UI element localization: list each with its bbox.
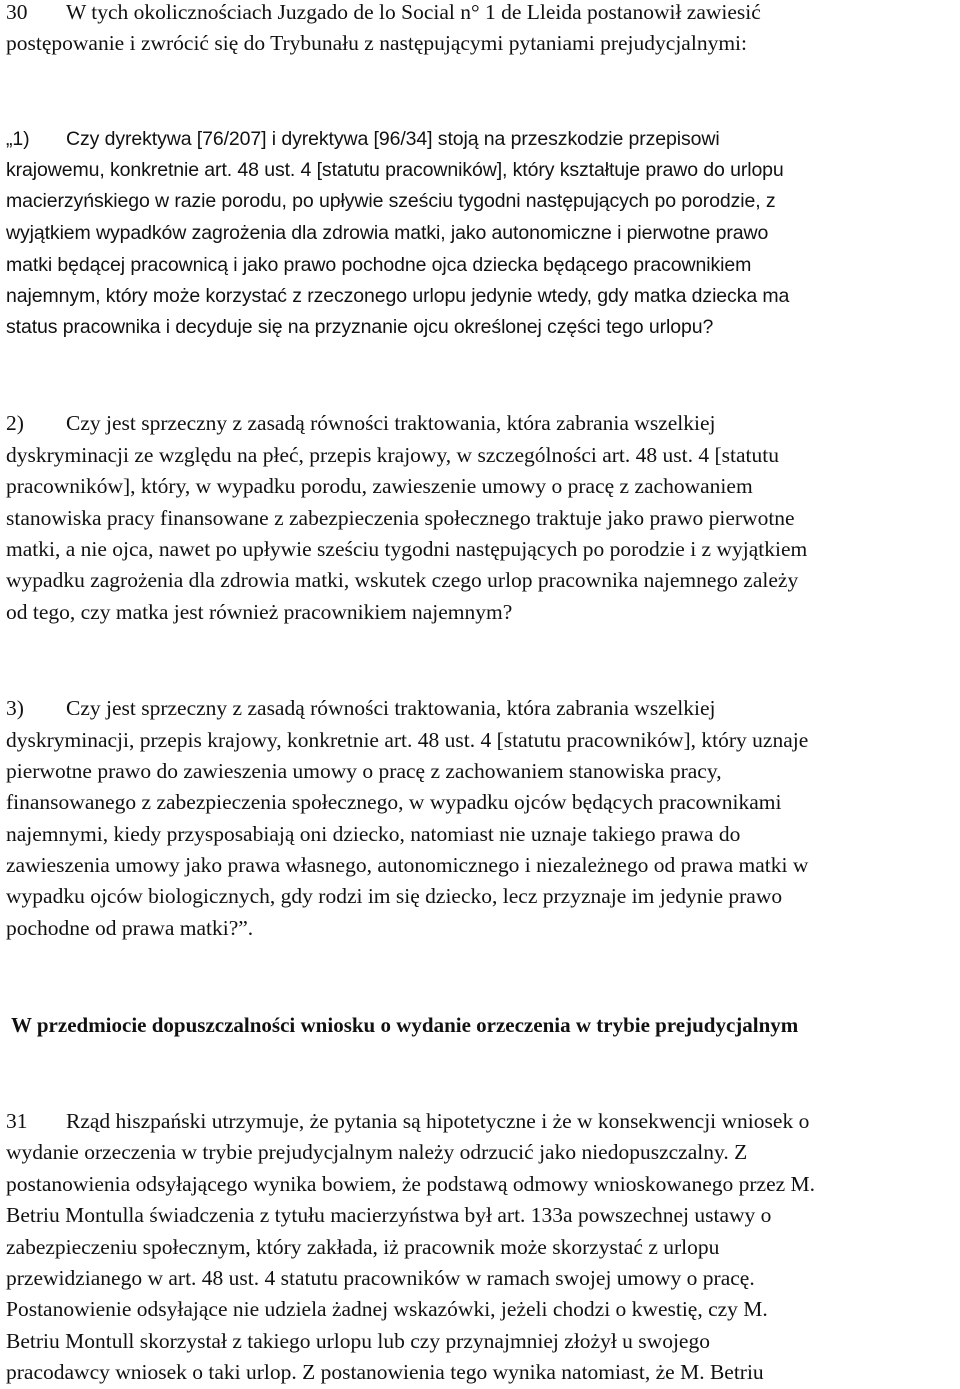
para31-line-1: 31 Rząd hiszpański utrzymuje, że pytania są hipotetyczne i że w konsekwencji wniosek o [6, 1109, 810, 1133]
paragraph-number: 31 [6, 1109, 28, 1133]
q3-line-8: pochodne od prawa matki?”. [6, 916, 254, 940]
q3-line-4: finansowanego z zabezpieczenia społecznego, w wypadku ojców będących pracownikami [6, 790, 782, 814]
q3-line-1: 3) Czy jest sprzeczny z zasadą równości traktowania, która zabrania wszelkiej [6, 696, 716, 720]
question-number: „1) [6, 128, 30, 150]
section-heading: W przedmiocie dopuszczalności wniosku o wydanie orzeczenia w trybie prejudycjalnym [11, 1013, 799, 1037]
q2-line-7: od tego, czy matka jest również pracownikiem najemnym? [6, 600, 513, 624]
question-number: 3) [6, 696, 24, 720]
q1-line-4: wyjątkiem wypadków zagrożenia dla zdrowia matki, jako autonomiczne i pierwotne prawo [6, 222, 769, 244]
q3-line-3: pierwotne prawo do zawieszenia umowy o pracę z zachowaniem stanowiska pracy, [6, 759, 722, 783]
para31-line-3: postanowienia odsyłającego wynika bowiem, że podstawą odmowy wnioskowanego przez M. [6, 1172, 816, 1196]
q1-line-5: matki będącej pracownicą i jako prawo pochodne ojca dziecka będącego pracownikiem [6, 254, 752, 276]
para31-line-7: Postanowienie odsyłające nie udziela żadnej wskazówki, jeżeli chodzi o kwestię, czy M. [6, 1297, 768, 1321]
para31-line-6: przewidzianego w art. 48 ust. 4 statutu pracowników w ramach swojej umowy o pracę. [6, 1266, 755, 1290]
q3-line-7: wypadku ojców biologicznych, gdy rodzi im się dziecko, lecz przyznaje im jedynie prawo [6, 884, 783, 908]
para31-line-4: Betriu Montulla świadczenia z tytułu macierzyństwa był art. 133a powszechnej ustawy o [6, 1203, 772, 1227]
para31-line-5: zabezpieczeniu społecznym, który zakłada, iż pracownik może skorzystać z urlopu [6, 1235, 720, 1259]
paragraph-number: 30 [6, 0, 28, 24]
q2-line-4: stanowiska pracy finansowane z zabezpieczenia społecznego traktuje jako prawo pierwotne [6, 506, 795, 530]
q3-line-2: dyskryminacji, przepis krajowy, konkretnie art. 48 ust. 4 [statutu pracowników], który uznaje [6, 728, 809, 752]
para30-line-1: 30 W tych okolicznościach Juzgado de lo Social n° 1 de Lleida postanowił zawiesić [6, 0, 761, 24]
q2-line-3: pracowników], który, w wypadku porodu, zawieszenie umowy o pracę z zachowaniem [6, 474, 753, 498]
q1-line-2: krajowemu, konkretnie art. 48 ust. 4 [statutu pracowników], który kształtuje prawo do urlopu [6, 159, 784, 181]
question-number: 2) [6, 411, 24, 435]
q2-line-6: wypadku zagrożenia dla zdrowia matki, wskutek czego urlop pracownika najemnego zależy [6, 568, 799, 592]
q1-line-7: status pracownika i decyduje się na przyznanie ojcu określonej części tego urlopu? [6, 316, 714, 338]
q1-line-6: najemnym, który może korzystać z rzeczonego urlopu jedynie wtedy, gdy matka dziecka ma [6, 285, 790, 307]
para31-line-9: pracodawcy wniosek o taki urlop. Z postanowienia tego wynika natomiast, że M. Betriu [6, 1360, 764, 1384]
q2-line-2: dyskryminacji ze względu na płeć, przepis krajowy, w szczególności art. 48 ust. 4 [statutu [6, 443, 779, 467]
q1-line-1: „1) Czy dyrektywa [76/207] i dyrektywa [96/34] stoją na przeszkodzie przepisowi [6, 128, 720, 150]
q3-line-6: zawieszenia umowy jako prawa własnego, autonomicznego i niezależnego od prawa matki w [6, 853, 809, 877]
q1-line-3: macierzyńskiego w razie porodu, po upływie sześciu tygodni następujących po porodzie, z [6, 190, 776, 212]
para31-line-8: Betriu Montull skorzystał z takiego urlopu lub czy przynajmniej złożył u swojego [6, 1329, 710, 1353]
q2-line-5: matki, a nie ojca, nawet po upływie sześciu tygodni następujących po porodzie i z wyjątkiem [6, 537, 808, 561]
para30-line-2: postępowanie i zwrócić się do Trybunału z następującymi pytaniami prejudycjalnymi: [6, 31, 747, 55]
q2-line-1: 2) Czy jest sprzeczny z zasadą równości traktowania, która zabrania wszelkiej [6, 411, 716, 435]
para31-line-2: wydanie orzeczenia w trybie prejudycjalnym należy odrzucić jako niedopuszczalny. Z [6, 1140, 748, 1164]
q3-line-5: najemnymi, kiedy przysposabiają oni dziecko, natomiast nie uznaje takiego prawa do [6, 822, 741, 846]
